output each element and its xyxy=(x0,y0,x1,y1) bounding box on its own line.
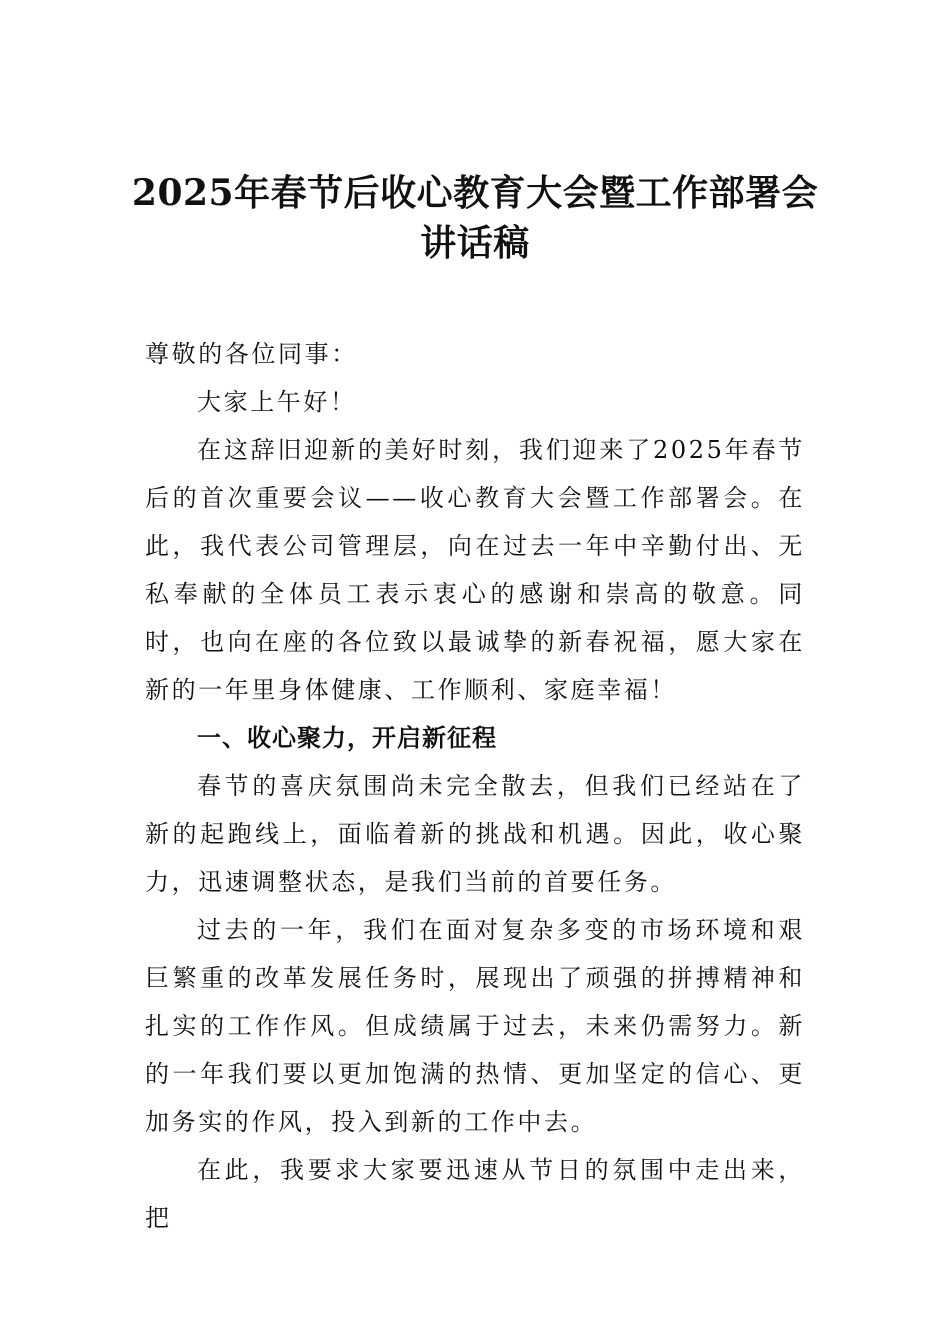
document-title xyxy=(0,168,950,268)
section-paragraph-2: 过去的一年，我们在面对复杂多变的市场环境和艰巨繁重的改革发展任务时，展现出了顽强的拼搏精神和扎实的工作作风。但成绩属于过去，未来仍需努力。新的一年我们要以更加饱满的热情、更加坚定的信心、更加务实的作风，投入到新的工作中去。 xyxy=(145,916,805,1136)
section-paragraph-1: 春节的喜庆氛围尚未完全散去，但我们已经站在了新的起跑线上，面临着新的挑战和机遇。因此，收心聚力，迅速调整状态，是我们当前的首要任务。 xyxy=(145,772,805,896)
section-heading: 一、收心聚力，开启新征程 xyxy=(197,724,497,752)
document-body xyxy=(145,330,805,1242)
salutation: 尊敬的各位同事： xyxy=(145,340,358,368)
section-paragraph-3: 在此，我要求大家要迅速从节日的氛围中走出来，把 xyxy=(145,1156,805,1232)
intro-paragraph: 在这辞旧迎新的美好时刻，我们迎来了2025年春节后的首次重要会议——收心教育大会暨工作部署会。在此，我代表公司管理层，向在过去一年中辛勤付出、无私奉献的全体员工表示衷心的感谢和崇高的敬意。同时，也向在座的各位致以最诚挚的新春祝福，愿大家在新的一年里身体健康、工作顺利、家庭幸福！ xyxy=(145,436,805,704)
title-line-1: 2025年春节后收心教育大会暨工作部署会 xyxy=(131,172,819,214)
title-line-2: 讲话稿 xyxy=(420,222,530,264)
greeting: 大家上午好！ xyxy=(197,388,357,416)
